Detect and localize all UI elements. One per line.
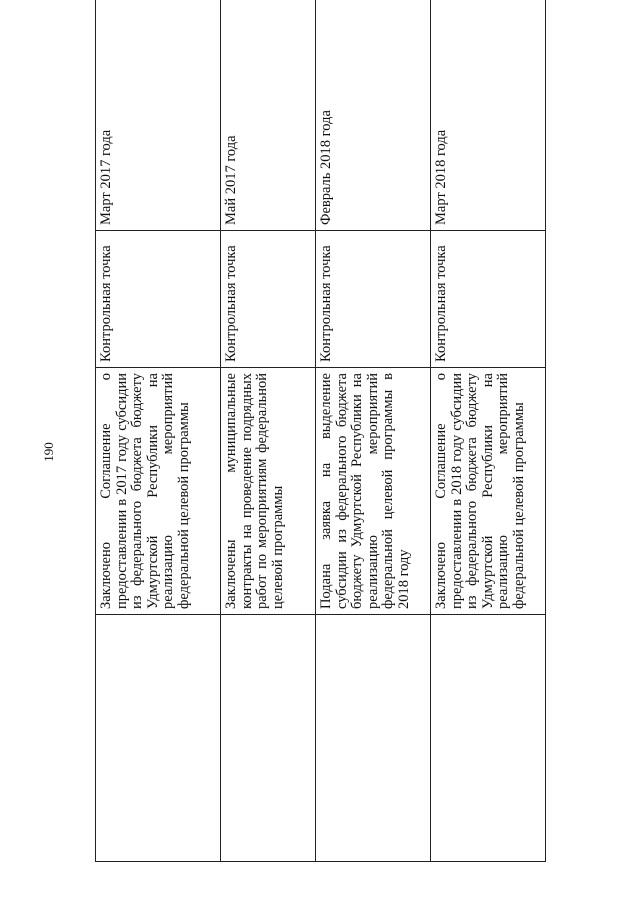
empty-cell (221, 615, 316, 862)
milestones-table (95, 0, 546, 862)
milestone-date: Февраль 2018 года (316, 0, 431, 231)
milestone-description: Заключено Соглашение о предоставлении в 2018 году субсидии из федерального бюджета бюджету Удмуртской Республики на реализацию мероприятий федеральной целевой программы (431, 368, 546, 615)
milestone-date: Март 2018 года (431, 0, 546, 231)
milestone-type: Контрольная точка (431, 231, 546, 368)
rotated-table-container (95, 44, 545, 862)
empty-cell (431, 615, 546, 862)
table-row (96, 0, 221, 862)
milestone-type: Контрольная точка (221, 231, 316, 368)
table-row (431, 0, 546, 862)
page-number: 190 (41, 442, 56, 462)
table-row (221, 0, 316, 862)
milestone-date: Май 2017 года (221, 0, 316, 231)
empty-cell (96, 615, 221, 862)
milestone-type: Контрольная точка (96, 231, 221, 368)
table-row (316, 0, 431, 862)
milestone-type: Контрольная точка (316, 231, 431, 368)
milestone-date: Март 2017 года (96, 0, 221, 231)
milestone-description: Заключены муниципальные контракты на проведение подрядных работ по мероприятиям федеральной целевой программы (221, 368, 316, 615)
empty-cell (316, 615, 431, 862)
milestone-description: Заключено Соглашение о предоставлении в 2017 году субсидии из федерального бюджета бюджету Удмуртской Республики на реализацию мероприятий федеральной целевой программы (96, 368, 221, 615)
milestone-description: Подана заявка на выделение субсидии из федерального бюджета бюджету Удмуртской Республики на реализацию мероприятий федеральной целевой программы в 2018 году (316, 368, 431, 615)
